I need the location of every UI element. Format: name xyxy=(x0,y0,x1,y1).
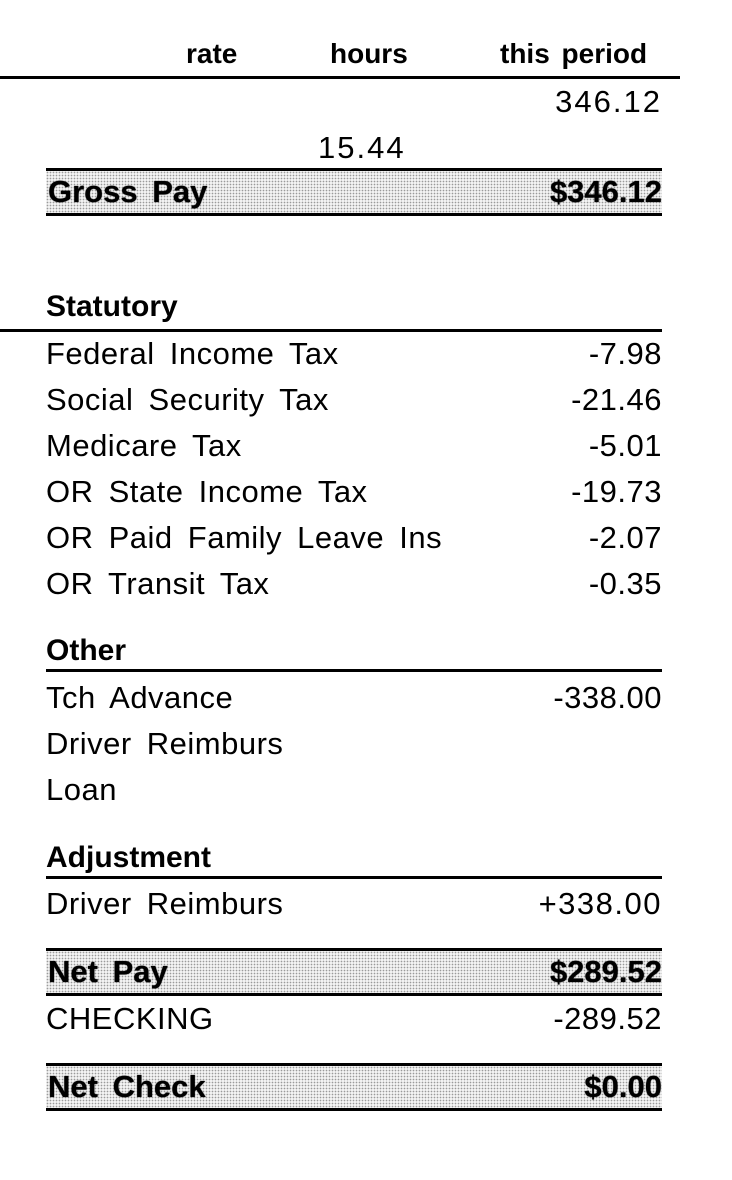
statutory-row xyxy=(46,562,662,606)
deposit-label: CHECKING xyxy=(46,1001,214,1036)
column-header-rate: rate xyxy=(186,38,238,69)
statutory-row xyxy=(46,378,662,422)
deduction-amount: -0.35 xyxy=(588,566,662,601)
other-row xyxy=(46,676,662,720)
net-check-label: Net Check xyxy=(48,1069,206,1104)
statutory-row xyxy=(46,516,662,560)
gross-pay-amount: $346.12 xyxy=(549,174,662,209)
gross-pay-row xyxy=(46,168,662,216)
deduction-label: Federal Income Tax xyxy=(46,336,339,371)
other-divider xyxy=(46,669,662,672)
net-check-row xyxy=(46,1063,662,1111)
net-pay-label: Net Pay xyxy=(48,954,168,989)
deduction-label: OR Paid Family Leave Ins xyxy=(46,520,443,555)
earnings-hours: 15.44 xyxy=(318,130,406,165)
other-row xyxy=(46,722,662,766)
deduction-label: Social Security Tax xyxy=(46,382,329,417)
adjustment-section-title: Adjustment xyxy=(46,841,211,874)
header-divider xyxy=(0,76,680,79)
adjustment-label: Driver Reimburs xyxy=(46,886,284,921)
other-label: Loan xyxy=(46,772,117,807)
statutory-row xyxy=(46,332,662,376)
other-label: Tch Advance xyxy=(46,680,234,715)
net-pay-row xyxy=(46,948,662,996)
net-check-amount: $0.00 xyxy=(584,1069,662,1104)
statutory-row xyxy=(46,470,662,514)
adjustment-divider xyxy=(46,876,662,879)
adjustment-amount: +338.00 xyxy=(538,886,662,921)
other-label: Driver Reimburs xyxy=(46,726,284,761)
earnings-row xyxy=(46,80,662,124)
deposit-amount: -289.52 xyxy=(553,1001,662,1036)
adjustment-row xyxy=(46,882,662,926)
deposit-row xyxy=(46,997,662,1041)
earnings-amount: 346.12 xyxy=(555,84,662,119)
statutory-row xyxy=(46,424,662,468)
other-section-title: Other xyxy=(46,634,127,667)
deduction-amount: -5.01 xyxy=(588,428,662,463)
deduction-amount: -21.46 xyxy=(571,382,662,417)
gross-pay-label: Gross Pay xyxy=(48,174,208,209)
column-header-this-period: this period xyxy=(500,38,648,69)
deduction-amount: -2.07 xyxy=(588,520,662,555)
statutory-section-title: Statutory xyxy=(46,290,178,323)
net-pay-amount: $289.52 xyxy=(549,954,662,989)
deduction-label: OR Transit Tax xyxy=(46,566,270,601)
deduction-label: Medicare Tax xyxy=(46,428,242,463)
other-row xyxy=(46,768,662,812)
deduction-amount: -19.73 xyxy=(571,474,662,509)
deduction-amount: -7.98 xyxy=(588,336,662,371)
deduction-label: OR State Income Tax xyxy=(46,474,368,509)
other-amount: -338.00 xyxy=(553,680,662,715)
column-header-hours: hours xyxy=(330,38,408,69)
